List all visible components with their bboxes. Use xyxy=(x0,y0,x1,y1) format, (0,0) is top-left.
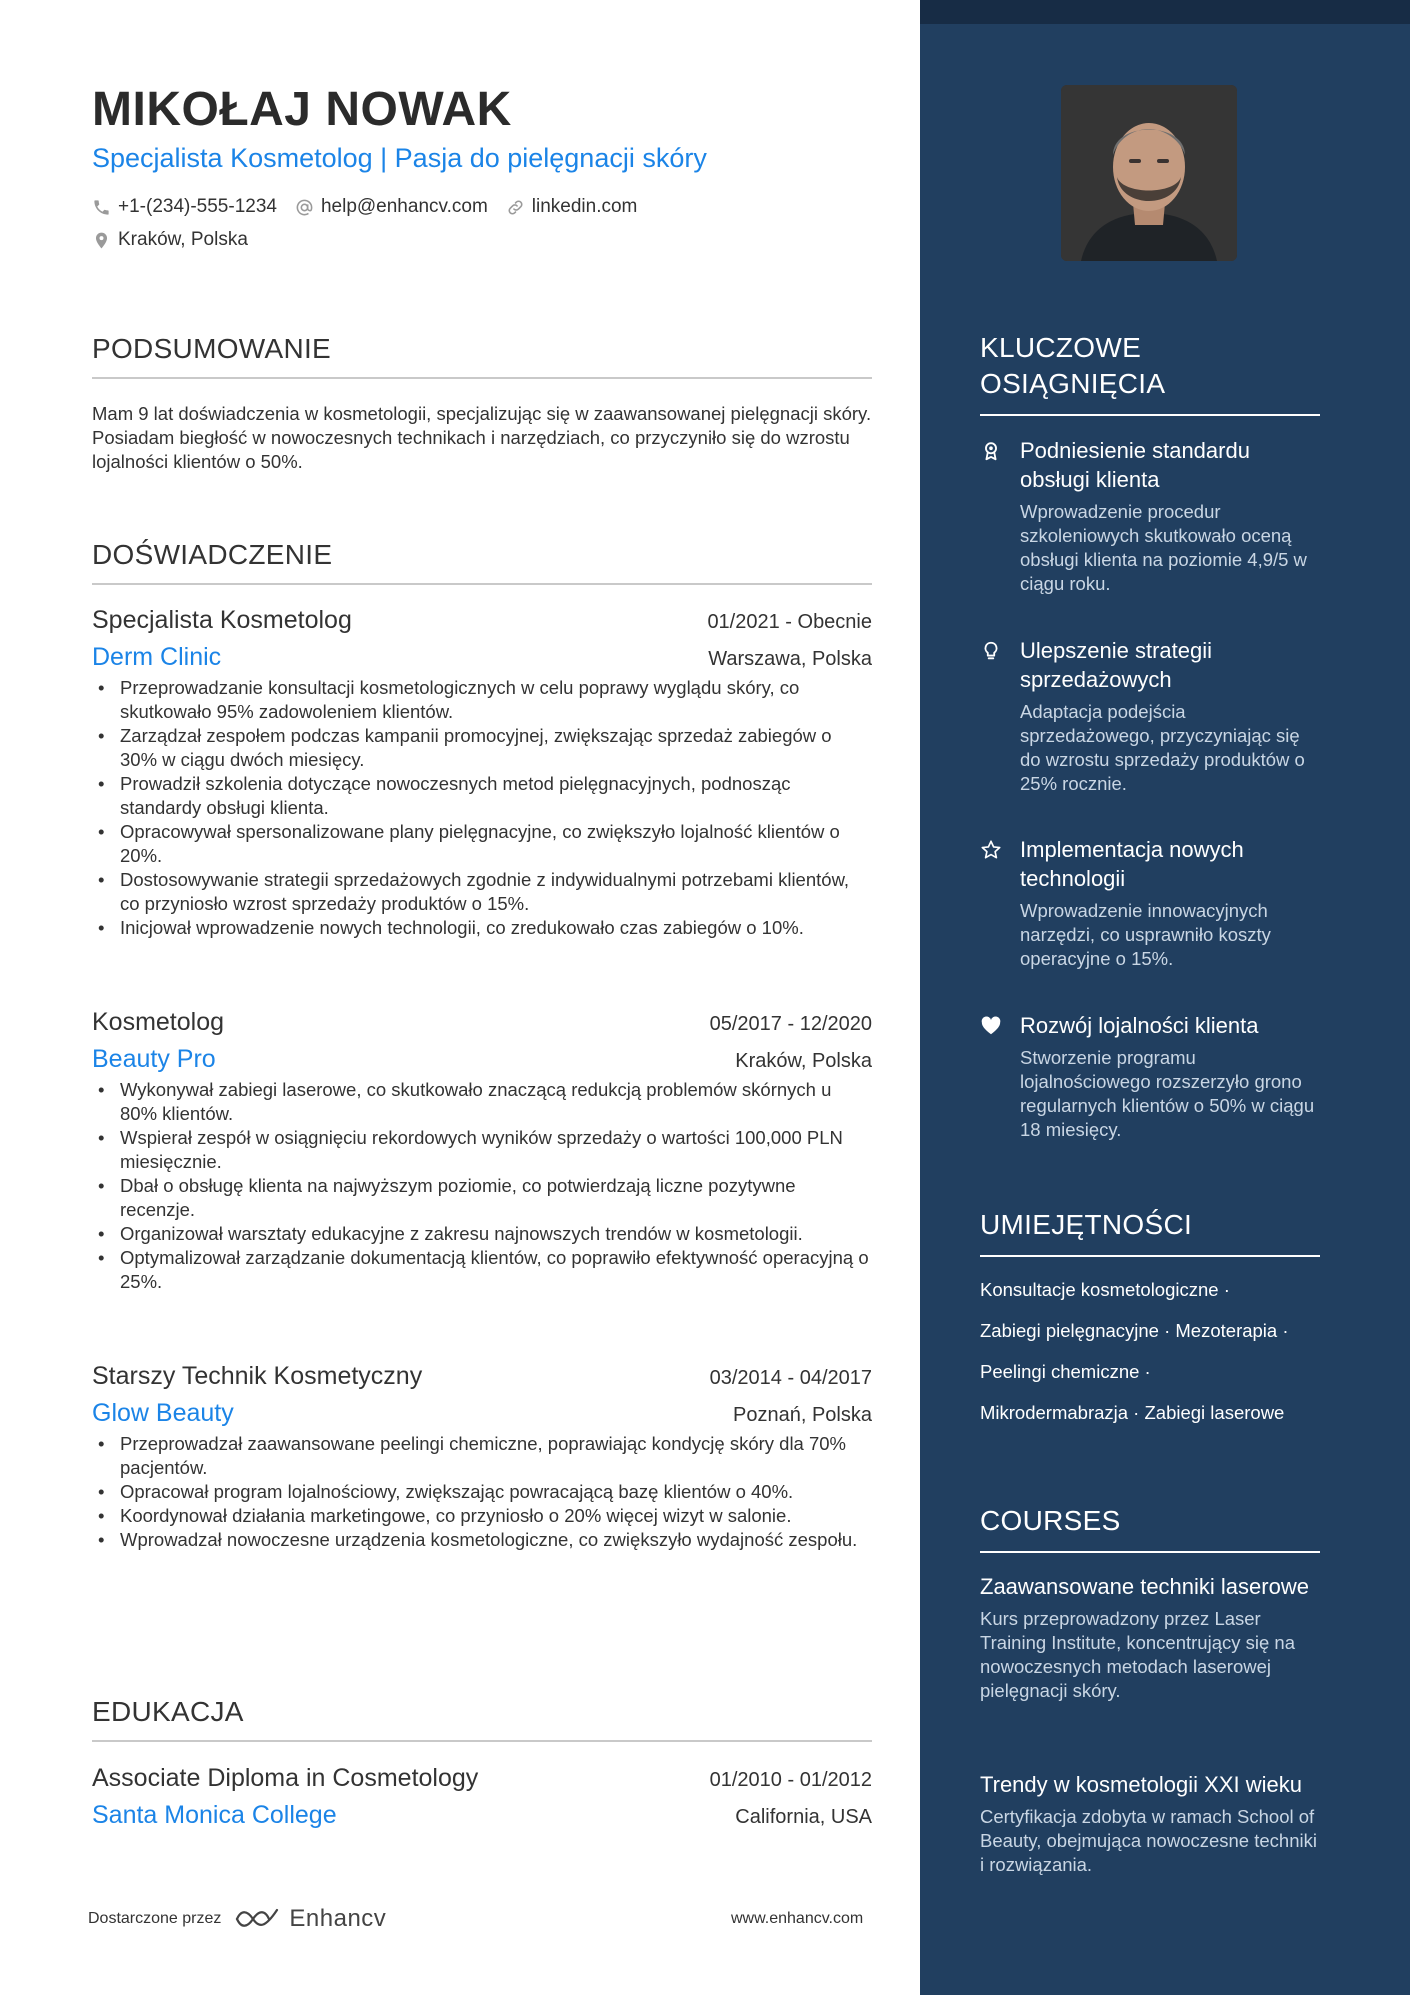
candidate-tagline: Specjalista Kosmetolog | Pasja do pielęgnacji skóry xyxy=(92,143,707,173)
achievements-heading-line2: OSIĄGNIĘCIA xyxy=(980,368,1166,399)
profile-photo xyxy=(1061,85,1237,261)
lightbulb-icon xyxy=(980,640,1002,662)
contact-phone xyxy=(92,196,277,218)
contact-row xyxy=(92,196,655,218)
contact-linkedin[interactable] xyxy=(506,196,638,218)
company-name: Derm Clinic xyxy=(92,643,222,671)
achievement-desc: Wprowadzenie innowacyjnych narzędzi, co usprawniło koszty operacyjne o 15%. xyxy=(1020,900,1271,969)
courses-heading: COURSES xyxy=(980,1503,1320,1553)
education-entry xyxy=(92,1764,872,1830)
course-title: Zaawansowane techniki laserowe xyxy=(980,1574,1309,1599)
job-bullet: • Zarządzał zespołem podczas kampanii promocyjnej, zwiększając sprzedaż zabiegów o 30% w ciągu dwóch miesięcy. xyxy=(92,724,872,772)
candidate-name: MIKOŁAJ NOWAK xyxy=(92,83,512,136)
job-bullet: • Wspierał zespół w osiągnięciu rekordowych wyników sprzedaży o wartości 100,000 PLN miesięcznie. xyxy=(92,1126,872,1174)
job-bullets xyxy=(92,1078,872,1294)
course-item xyxy=(980,1771,1320,1877)
achievement-item xyxy=(980,636,1320,796)
achievement-title: Podniesienie standardu obsługi klienta xyxy=(1020,438,1250,492)
phone-icon xyxy=(92,198,111,217)
contact-email[interactable] xyxy=(295,196,488,218)
email-text[interactable]: help@enhancv.com xyxy=(320,196,488,217)
achievements-heading-line1: KLUCZOWE xyxy=(980,332,1142,363)
job-bullet: • Wprowadzał nowoczesne urządzenia kosmetologiczne, co zwiększyło wydajność zespołu. xyxy=(92,1528,872,1552)
experience-heading: DOŚWIADCZENIE xyxy=(92,539,872,585)
footer-website[interactable]: www.enhancv.com xyxy=(731,1910,864,1927)
job-bullet: • Organizował warsztaty edukacyjne z zakresu najnowszych trendów w kosmetologii. xyxy=(92,1222,872,1246)
course-title: Trendy w kosmetologii XXI wieku xyxy=(980,1772,1302,1797)
sidebar xyxy=(920,0,1410,1995)
job-bullet: • Przeprowadzanie konsultacji kosmetologicznych w celu poprawy wyglądu skóry, co skutkowało 95% zadowoleniem klientów. xyxy=(92,676,872,724)
brand-name: Enhancv xyxy=(289,1905,387,1932)
linkedin-text[interactable]: linkedin.com xyxy=(531,196,638,217)
school-name: Santa Monica College xyxy=(92,1801,337,1829)
job-entry xyxy=(92,1362,872,1552)
job-bullet: • Wykonywał zabiegi laserowe, co skutkowało znaczącą redukcją problemów skórnych u 80% klientów. xyxy=(92,1078,872,1126)
job-location: Warszawa, Polska xyxy=(708,648,872,670)
job-bullet: • Inicjował wprowadzenie nowych technologii, co zredukowało czas zabiegów o 10%. xyxy=(92,916,872,940)
achievement-item xyxy=(980,835,1320,971)
job-bullet: • Optymalizował zarządzanie dokumentacją klientów, co poprawiło efektywność operacyjną o 25%. xyxy=(92,1246,872,1294)
achievement-desc: Adaptacja podejścia sprzedażowego, przyczyniając się do wzrostu sprzedaży produktów o 25% rocznie. xyxy=(1020,701,1305,794)
summary-heading: PODSUMOWANIE xyxy=(92,333,872,379)
course-desc: Kurs przeprowadzony przez Laser Training Institute, koncentrujący się na nowoczesnych metodach laserowej pielęgnacji skóry. xyxy=(980,1608,1296,1701)
education-dates: 01/2010 - 01/2012 xyxy=(709,1769,872,1791)
achievement-desc: Wprowadzenie procedur szkoleniowych skutkowało oceną obsługi klienta na poziomie 4,9/5 w ciągu roku. xyxy=(1020,501,1307,594)
job-entry xyxy=(92,606,872,940)
achievements-heading xyxy=(980,330,1320,416)
skill-line: Mikrodermabrazja · Zabiegi laserowe xyxy=(980,1402,1285,1423)
job-bullet: • Koordynował działania marketingowe, co przyniosło o 20% więcej wizyt w salonie. xyxy=(92,1504,872,1528)
education-heading: EDUKACJA xyxy=(92,1696,872,1742)
job-dates: 05/2017 - 12/2020 xyxy=(709,1013,872,1035)
achievement-item xyxy=(980,1011,1320,1142)
job-dates: 03/2014 - 04/2017 xyxy=(709,1367,872,1389)
job-bullet: • Dbał o obsługę klienta na najwyższym poziomie, co potwierdzają liczne pozytywne recenzje. xyxy=(92,1174,872,1222)
job-bullets xyxy=(92,1432,872,1552)
skill-line: Konsultacje kosmetologiczne · xyxy=(980,1279,1230,1300)
star-icon xyxy=(980,839,1002,861)
job-title: Specjalista Kosmetolog xyxy=(92,606,352,634)
job-bullet: • Prowadził szkolenia dotyczące nowoczesnych metod pielęgnacyjnych, podnosząc standardy obsługi klienta. xyxy=(92,772,872,820)
course-item xyxy=(980,1573,1320,1703)
contact-location xyxy=(92,229,248,251)
job-bullet: • Opracował program lojalnościowy, zwiększając powracającą bazę klientów o 40%. xyxy=(92,1480,872,1504)
sidebar-top-bar xyxy=(920,0,1410,24)
award-icon xyxy=(980,440,1002,462)
skill-line: Peelingi chemiczne · xyxy=(980,1361,1151,1382)
achievement-title: Ulepszenie strategii sprzedażowych xyxy=(1020,638,1212,692)
job-dates: 01/2021 - Obecnie xyxy=(707,611,872,633)
company-name: Glow Beauty xyxy=(92,1399,234,1427)
contact-row-2 xyxy=(92,229,266,251)
link-icon xyxy=(506,198,525,217)
summary-text: Mam 9 lat doświadczenia w kosmetologii, specjalizując się w zaawansowanej pielęgnacji skóry. Posiadam biegłość w nowoczesnych technikach i narzędziach, co przyczyniło się do wzrostu lojalności klientów o 50%. xyxy=(92,403,872,472)
enhancv-logo-icon xyxy=(233,1906,281,1932)
skills-list xyxy=(980,1278,1340,1442)
job-bullet: • Dostosowywanie strategii sprzedażowych zgodnie z indywidualnymi potrzebami klientów, co przyniosło wzrost sprzedaży produktów o 15%. xyxy=(92,868,872,916)
achievement-desc: Stworzenie programu lojalnościowego rozszerzyło grono regularnych klientów o 50% w ciągu 18 miesięcy. xyxy=(1020,1047,1315,1140)
skill-line: Zabiegi pielęgnacyjne · Mezoterapia · xyxy=(980,1320,1289,1341)
achievement-item xyxy=(980,436,1320,596)
job-location: Kraków, Polska xyxy=(735,1050,872,1072)
powered-by-text: Dostarczone przez xyxy=(88,1910,222,1927)
course-desc: Certyfikacja zdobyta w ramach School of Beauty, obejmująca nowoczesne techniki i rozwiązania. xyxy=(980,1806,1317,1875)
job-title: Starszy Technik Kosmetyczny xyxy=(92,1362,423,1390)
location-pin-icon xyxy=(92,231,111,250)
portrait-image xyxy=(1061,85,1237,261)
phone-text: +1-(234)-555-1234 xyxy=(118,196,277,217)
heart-icon xyxy=(980,1015,1002,1037)
company-name: Beauty Pro xyxy=(92,1045,216,1073)
skills-heading: UMIEJĘTNOŚCI xyxy=(980,1207,1320,1257)
location-text: Kraków, Polska xyxy=(118,229,248,250)
job-bullet: • Opracowywał spersonalizowane plany pielęgnacyjne, co zwiększyło lojalność klientów o 20%. xyxy=(92,820,872,868)
job-bullets xyxy=(92,676,872,940)
job-location: Poznań, Polska xyxy=(733,1404,872,1426)
degree-title: Associate Diploma in Cosmetology xyxy=(92,1764,479,1792)
at-icon xyxy=(295,198,314,217)
footer-branding xyxy=(88,1905,386,1933)
job-title: Kosmetolog xyxy=(92,1008,225,1036)
education-location: California, USA xyxy=(735,1806,872,1828)
job-bullet: • Przeprowadzał zaawansowane peelingi chemiczne, poprawiając kondycję skóry dla 70% pacjentów. xyxy=(92,1432,872,1480)
achievement-title: Rozwój lojalności klienta xyxy=(1020,1013,1259,1038)
job-entry xyxy=(92,1008,872,1294)
achievement-title: Implementacja nowych technologii xyxy=(1020,837,1244,891)
